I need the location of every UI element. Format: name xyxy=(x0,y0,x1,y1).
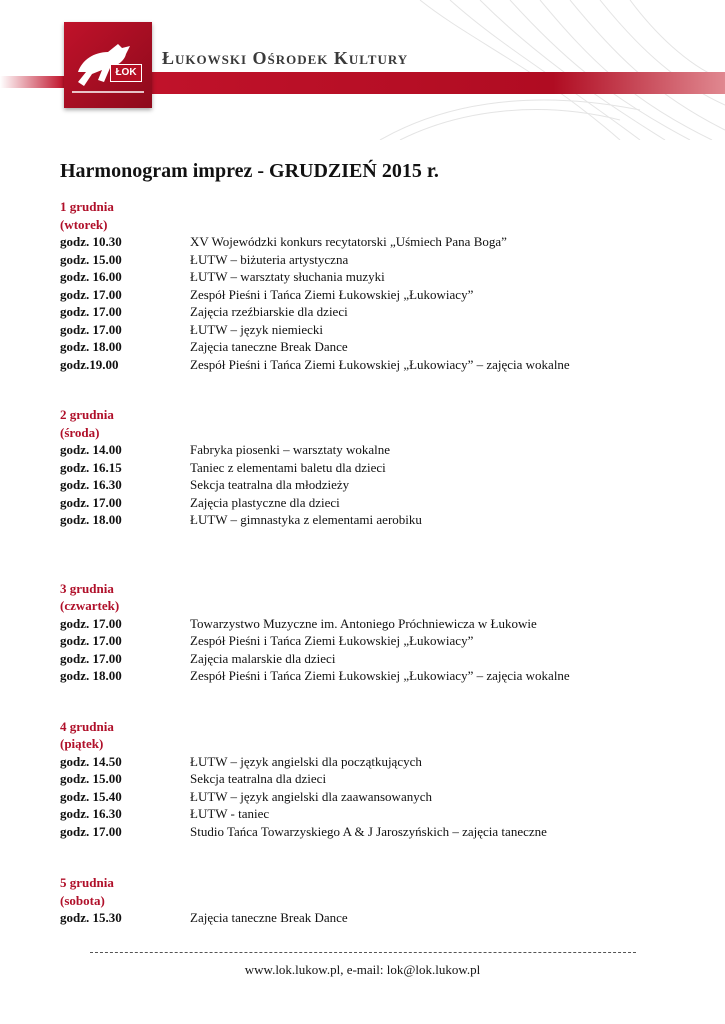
event-row xyxy=(60,286,680,304)
event-row xyxy=(60,770,680,788)
event-name: ŁUTW – gimnastyka z elementami aerobiku xyxy=(190,512,422,527)
event-name: Zajęcia plastyczne dla dzieci xyxy=(190,494,340,510)
event-row xyxy=(60,753,680,771)
event-time: godz. 14.00 xyxy=(60,442,122,457)
event-name: ŁUTW - taniec xyxy=(190,806,270,821)
footer-divider xyxy=(90,952,636,953)
event-name: Zajęcia taneczne Break Dance xyxy=(190,339,348,354)
event-row xyxy=(60,667,680,685)
day-date: 4 grudnia xyxy=(60,718,114,734)
event-time: godz. 10.30 xyxy=(60,234,122,249)
logo-badge: ŁOK xyxy=(110,64,142,82)
event-name: ŁUTW – język angielski dla początkujących xyxy=(190,753,422,769)
event-name: ŁUTW – język angielski dla zaawansowanych xyxy=(190,788,432,804)
event-row xyxy=(60,823,680,841)
header-band-left xyxy=(0,76,64,88)
event-time: godz. 17.00 xyxy=(60,615,122,631)
event-row xyxy=(60,303,680,321)
event-row xyxy=(60,494,680,512)
event-row xyxy=(60,356,680,374)
page-header xyxy=(0,0,725,140)
event-name: Sekcja teatralna dla młodzieży xyxy=(190,477,350,492)
event-name: Zespół Pieśni i Tańca Ziemi Łukowskiej „Łukowiacy” – zajęcia wokalne xyxy=(190,356,570,372)
event-time: godz. 15.00 xyxy=(60,771,122,786)
event-time: godz. 17.00 xyxy=(60,494,122,510)
event-time: godz. 18.00 xyxy=(60,668,122,683)
day-weekday: (piątek) xyxy=(60,736,104,751)
event-time: godz. 15.30 xyxy=(60,910,122,925)
spacer xyxy=(60,373,680,406)
event-name: Fabryka piosenki – warsztaty wokalne xyxy=(190,442,391,457)
event-name: ŁUTW – język niemiecki xyxy=(190,321,323,337)
day-section xyxy=(60,580,680,685)
event-time: godz. 14.50 xyxy=(60,753,122,769)
event-time: godz. 17.00 xyxy=(60,321,122,337)
event-name: XV Wojewódzki konkurs recytatorski „Uśmiech Pana Boga” xyxy=(190,234,507,249)
event-name: Zajęcia rzeźbiarskie dla dzieci xyxy=(190,304,348,319)
event-row xyxy=(60,321,680,339)
day-date: 1 grudnia xyxy=(60,199,114,214)
day-weekday: (wtorek) xyxy=(60,216,108,232)
event-row xyxy=(60,632,680,650)
event-row xyxy=(60,805,680,823)
schedule xyxy=(60,198,680,927)
day-section xyxy=(60,198,680,373)
event-name: Studio Tańca Towarzyskiego A & J Jaroszyńskich – zajęcia taneczne xyxy=(190,823,547,839)
event-name: Zajęcia taneczne Break Dance xyxy=(190,910,348,925)
day-weekday: (czwartek) xyxy=(60,598,120,613)
logo xyxy=(64,22,152,108)
day-date: 3 grudnia xyxy=(60,580,114,596)
event-time: godz. 16.00 xyxy=(60,269,122,284)
event-name: Towarzystwo Muzyczne im. Antoniego Próchniewicza w Łukowie xyxy=(190,615,537,631)
event-name: Zespół Pieśni i Tańca Ziemi Łukowskiej „Łukowiacy” xyxy=(190,286,474,302)
event-name: Taniec z elementami baletu dla dzieci xyxy=(190,459,386,475)
event-time: godz. 17.00 xyxy=(60,304,122,319)
event-name: Zajęcia malarskie dla dzieci xyxy=(190,650,336,666)
event-time: godz. 17.00 xyxy=(60,650,122,666)
spacer xyxy=(60,529,680,580)
event-time: godz. 16.30 xyxy=(60,806,122,821)
footer-contact: www.lok.lukow.pl, e-mail: lok@lok.lukow.pl xyxy=(244,962,481,977)
event-time: godz. 18.00 xyxy=(60,512,122,527)
day-weekday: (sobota) xyxy=(60,892,105,908)
header-band xyxy=(152,72,725,94)
event-name: ŁUTW – biżuteria artystyczna xyxy=(190,251,349,267)
event-time: godz. 15.40 xyxy=(60,788,122,804)
event-row xyxy=(60,459,680,477)
event-time: godz. 17.00 xyxy=(60,286,122,302)
brand-name: Łukowski Ośrodek Kultury xyxy=(162,48,409,68)
event-time: godz. 15.00 xyxy=(60,251,122,267)
event-row xyxy=(60,511,680,529)
event-row xyxy=(60,338,680,356)
event-row xyxy=(60,476,680,494)
day-date: 2 grudnia xyxy=(60,407,114,422)
event-time: godz. 18.00 xyxy=(60,339,122,354)
event-name: ŁUTW – warsztaty słuchania muzyki xyxy=(190,269,385,284)
event-row xyxy=(60,788,680,806)
event-time: godz. 17.00 xyxy=(60,823,122,839)
day-section xyxy=(60,874,680,927)
event-time: godz. 16.15 xyxy=(60,459,122,475)
event-time: godz. 17.00 xyxy=(60,633,122,648)
spacer xyxy=(60,840,680,874)
event-row xyxy=(60,233,680,251)
event-time: godz. 16.30 xyxy=(60,477,122,492)
event-row xyxy=(60,909,680,927)
event-row xyxy=(60,615,680,633)
event-time: godz.19.00 xyxy=(60,356,119,372)
event-name: Zespół Pieśni i Tańca Ziemi Łukowskiej „Łukowiacy” – zajęcia wokalne xyxy=(190,668,570,683)
day-weekday: (środa) xyxy=(60,424,100,440)
page-title: Harmonogram imprez - GRUDZIEŃ 2015 r. xyxy=(60,160,439,182)
event-row xyxy=(60,251,680,269)
day-section xyxy=(60,718,680,841)
event-name: Sekcja teatralna dla dzieci xyxy=(190,771,327,786)
spacer xyxy=(60,685,680,718)
day-section xyxy=(60,406,680,529)
event-name: Zespół Pieśni i Tańca Ziemi Łukowskiej „Łukowiacy” xyxy=(190,633,474,648)
event-row xyxy=(60,441,680,459)
day-date: 5 grudnia xyxy=(60,875,114,890)
event-row xyxy=(60,650,680,668)
event-row xyxy=(60,268,680,286)
